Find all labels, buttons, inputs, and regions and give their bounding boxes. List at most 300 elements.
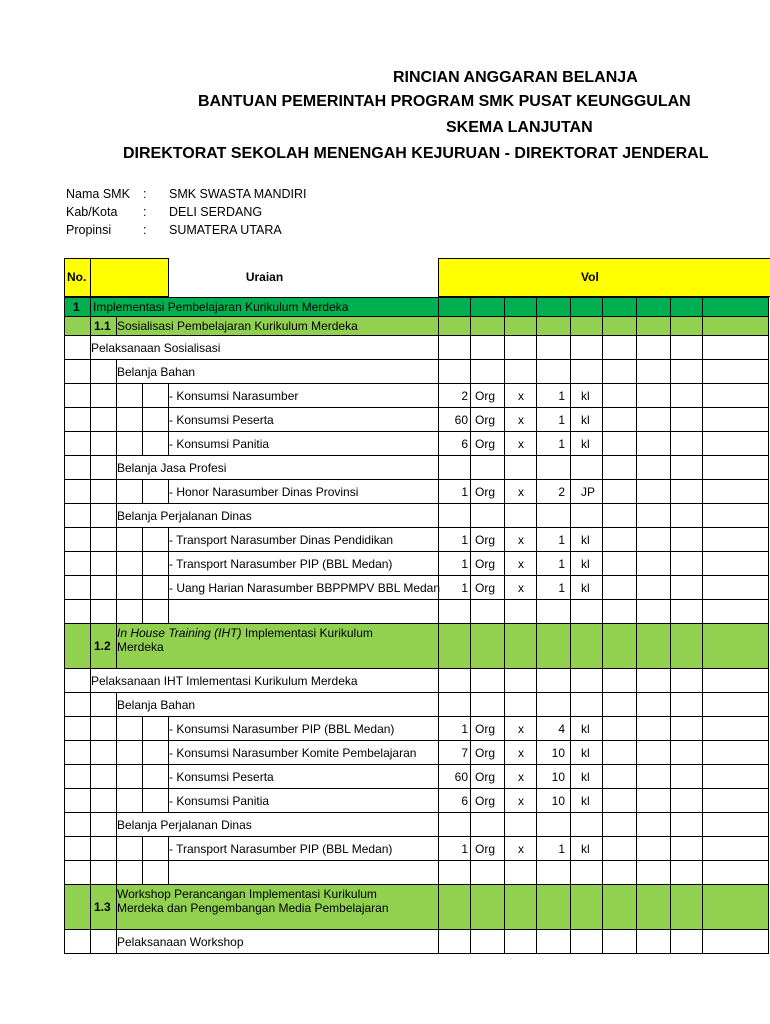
row-indent <box>90 716 117 741</box>
row-vol-cell-text: Org <box>475 842 496 856</box>
row-vol-cell <box>438 359 471 384</box>
row-vol-cell <box>438 668 471 693</box>
row-vol-cell <box>536 359 571 384</box>
row-vol-cell <box>570 503 603 528</box>
row-vol-cell <box>470 623 505 669</box>
row-vol-cell-text: 1 <box>461 722 468 736</box>
row-vol-cell <box>670 431 703 456</box>
row-vol-cell <box>470 479 505 504</box>
row-vol-cell-text: x <box>518 413 524 427</box>
header-vol <box>438 258 770 297</box>
header-no-text: No. <box>67 270 87 284</box>
row-vol-cell <box>438 407 471 432</box>
row-vol-cell <box>570 716 603 741</box>
row-vol-cell <box>602 575 637 600</box>
row-uraian-text: - Transport Narasumber PIP (BBL Medan) <box>169 557 393 571</box>
row-vol-cell <box>636 740 671 765</box>
row-vol-cell-text: x <box>518 746 524 760</box>
row-no <box>64 599 91 624</box>
row-vol-cell <box>536 716 571 741</box>
row-vol-cell <box>670 599 703 624</box>
row-vol-cell <box>504 551 537 576</box>
row-vol-cell <box>702 407 769 432</box>
row-vol-cell <box>438 599 471 624</box>
row-vol-cell <box>504 929 537 954</box>
row-uraian <box>116 359 439 384</box>
row-vol-cell <box>536 599 571 624</box>
row-uraian-text: - Konsumsi Narasumber PIP (BBL Medan) <box>169 722 395 736</box>
row-vol-cell <box>570 297 603 317</box>
row-uraian-text: Implementasi Pembelajaran Kurikulum Merdeka <box>93 300 349 314</box>
row-vol-cell <box>504 764 537 789</box>
row-vol-cell <box>438 575 471 600</box>
row-uraian-line2: Merdeka dan Pengembangan Media Pembelajaran <box>117 901 389 915</box>
row-vol-cell <box>570 551 603 576</box>
row-vol-cell <box>504 359 537 384</box>
row-vol-cell-text: kl <box>581 794 590 808</box>
row-vol-cell <box>670 383 703 408</box>
row-vol-cell <box>636 383 671 408</box>
row-vol-cell <box>602 316 637 336</box>
info-value: SMK SWASTA MANDIRI <box>169 187 307 201</box>
row-indent <box>116 527 143 552</box>
title-line-4: DIREKTORAT SEKOLAH MENENGAH KEJURUAN - DIREKTORAT JENDERAL <box>123 145 709 162</box>
row-vol-cell <box>702 692 769 717</box>
row-vol-cell <box>570 692 603 717</box>
row-vol-cell <box>570 383 603 408</box>
row-uraian-italic: In House Training (IHT) <box>117 626 242 640</box>
row-vol-cell-text: 1 <box>558 533 565 547</box>
row-vol-cell <box>702 929 769 954</box>
row-vol-cell <box>438 455 471 480</box>
row-vol-cell <box>470 716 505 741</box>
row-vol-cell <box>536 431 571 456</box>
row-vol-cell <box>536 884 571 930</box>
row-no <box>64 692 91 717</box>
row-vol-cell <box>670 788 703 813</box>
row-no <box>64 551 91 576</box>
row-vol-cell <box>470 335 505 360</box>
row-vol-cell <box>470 316 505 336</box>
row-uraian-text: Belanja Jasa Profesi <box>117 461 227 475</box>
row-no <box>64 884 91 930</box>
row-vol-cell <box>602 812 637 837</box>
row-vol-cell <box>702 297 769 317</box>
row-vol-cell-text: x <box>518 794 524 808</box>
row-uraian <box>168 716 439 741</box>
row-vol-cell <box>602 551 637 576</box>
row-indent <box>116 575 143 600</box>
row-uraian-rest: Workshop Perancangan Implementasi Kurikulum <box>117 887 377 901</box>
row-no <box>64 335 91 360</box>
row-uraian <box>116 316 439 336</box>
row-indent <box>90 860 117 885</box>
row-vol-cell <box>438 764 471 789</box>
row-indent <box>90 407 117 432</box>
row-vol-cell <box>602 383 637 408</box>
row-vol-cell <box>504 527 537 552</box>
row-uraian <box>168 788 439 813</box>
row-vol-cell-text: Org <box>475 437 496 451</box>
budget-table <box>64 258 768 978</box>
row-vol-cell <box>536 860 571 885</box>
row-uraian <box>90 668 439 693</box>
row-vol-cell <box>438 479 471 504</box>
info-sep: : <box>143 187 147 201</box>
row-vol-cell <box>470 740 505 765</box>
row-vol-cell <box>438 836 471 861</box>
row-uraian <box>116 692 439 717</box>
row-vol-cell-text: 1 <box>461 533 468 547</box>
row-vol-cell-text: 60 <box>454 770 468 784</box>
row-vol-cell <box>570 836 603 861</box>
info-value: SUMATERA UTARA <box>169 223 282 237</box>
row-vol-cell <box>602 929 637 954</box>
row-no <box>64 407 91 432</box>
row-vol-cell-text: 1 <box>558 389 565 403</box>
row-vol-cell <box>504 479 537 504</box>
row-uraian <box>116 884 439 930</box>
row-vol-cell <box>636 335 671 360</box>
row-uraian-text: - Konsumsi Narasumber <box>169 389 299 403</box>
row-vol-cell-text: 60 <box>454 413 468 427</box>
row-indent <box>116 407 143 432</box>
row-vol-cell <box>670 407 703 432</box>
row-indent <box>90 788 117 813</box>
row-uraian-text: Pelaksanaan Sosialisasi <box>91 341 221 355</box>
row-vol-cell <box>636 551 671 576</box>
row-vol-cell <box>470 359 505 384</box>
row-vol-cell <box>636 812 671 837</box>
row-vol-cell <box>570 455 603 480</box>
row-vol-cell <box>670 575 703 600</box>
row-no <box>64 929 91 954</box>
row-vol-cell <box>670 503 703 528</box>
row-uraian-text: - Transport Narasumber PIP (BBL Medan) <box>169 842 393 856</box>
row-vol-cell <box>670 884 703 930</box>
row-vol-cell <box>504 740 537 765</box>
row-vol-cell <box>438 716 471 741</box>
row-vol-cell <box>504 812 537 837</box>
row-vol-cell-text: JP <box>581 485 596 499</box>
row-indent <box>142 716 169 741</box>
row-vol-cell <box>536 623 571 669</box>
row-vol-cell-text: kl <box>581 533 590 547</box>
row-vol-cell <box>470 884 505 930</box>
row-vol-cell-text: x <box>518 581 524 595</box>
row-vol-cell-text: x <box>518 485 524 499</box>
row-uraian-text: Belanja Perjalanan Dinas <box>117 509 252 523</box>
row-uraian <box>90 335 439 360</box>
row-vol-cell <box>636 359 671 384</box>
row-vol-cell <box>470 383 505 408</box>
row-vol-cell <box>536 740 571 765</box>
row-uraian <box>168 407 439 432</box>
row-vol-cell-text: 4 <box>558 722 565 736</box>
row-vol-cell <box>702 740 769 765</box>
row-vol-cell-text: Org <box>475 794 496 808</box>
row-indent <box>116 479 143 504</box>
row-vol-cell <box>570 788 603 813</box>
row-no <box>64 527 91 552</box>
row-indent <box>142 740 169 765</box>
row-vol-cell <box>438 860 471 885</box>
row-vol-cell <box>570 740 603 765</box>
row-vol-cell-text: kl <box>581 557 590 571</box>
row-indent <box>90 764 117 789</box>
row-vol-cell <box>470 431 505 456</box>
row-vol-cell <box>536 692 571 717</box>
row-indent <box>116 551 143 576</box>
row-vol-cell-text: Org <box>475 533 496 547</box>
row-vol-cell <box>636 599 671 624</box>
row-indent <box>142 860 169 885</box>
row-no <box>64 788 91 813</box>
row-vol-cell <box>636 929 671 954</box>
row-vol-cell <box>536 668 571 693</box>
row-vol-cell-text: 1 <box>461 581 468 595</box>
row-vol-cell-text: x <box>518 557 524 571</box>
info-label: Nama SMK <box>66 187 130 201</box>
row-uraian <box>168 860 439 885</box>
row-vol-cell <box>702 575 769 600</box>
row-indent <box>116 716 143 741</box>
row-vol-cell <box>670 316 703 336</box>
row-vol-cell <box>702 455 769 480</box>
row-no <box>64 431 91 456</box>
row-vol-cell <box>470 455 505 480</box>
row-uraian-text: Pelaksanaan IHT Imlementasi Kurikulum Merdeka <box>91 674 358 688</box>
row-vol-cell <box>702 788 769 813</box>
row-vol-cell-text: 1 <box>558 557 565 571</box>
row-vol-cell-text: 1 <box>558 842 565 856</box>
row-vol-cell <box>504 623 537 669</box>
row-vol-cell <box>670 527 703 552</box>
row-vol-cell <box>670 335 703 360</box>
row-vol-cell <box>636 407 671 432</box>
row-no <box>64 455 91 480</box>
document-title-block <box>0 64 768 174</box>
row-vol-cell <box>702 836 769 861</box>
row-vol-cell <box>602 788 637 813</box>
row-uraian-text: - Konsumsi Peserta <box>169 770 274 784</box>
row-vol-cell <box>636 884 671 930</box>
row-uraian-line1 <box>117 626 373 640</box>
row-vol-cell-text: x <box>518 437 524 451</box>
row-vol-cell <box>470 692 505 717</box>
row-no <box>64 297 91 317</box>
row-vol-cell <box>670 479 703 504</box>
title-line-1: RINCIAN ANGGARAN BELANJA <box>393 69 638 86</box>
row-vol-cell <box>636 836 671 861</box>
row-no <box>64 812 91 837</box>
row-vol-cell <box>636 316 671 336</box>
row-vol-cell <box>470 407 505 432</box>
row-uraian <box>116 929 439 954</box>
row-vol-cell <box>670 551 703 576</box>
row-indent <box>142 599 169 624</box>
row-indent <box>116 764 143 789</box>
row-vol-cell-text: 6 <box>461 794 468 808</box>
row-subno-text: 1.1 <box>94 319 111 333</box>
row-indent <box>90 527 117 552</box>
row-vol-cell <box>636 527 671 552</box>
row-vol-cell <box>470 836 505 861</box>
row-vol-cell <box>602 599 637 624</box>
row-vol-cell <box>536 503 571 528</box>
row-vol-cell <box>670 929 703 954</box>
row-vol-cell <box>602 860 637 885</box>
row-uraian-text: - Konsumsi Peserta <box>169 413 274 427</box>
row-indent <box>90 929 117 954</box>
row-vol-cell <box>702 316 769 336</box>
row-vol-cell <box>636 431 671 456</box>
row-vol-cell <box>504 431 537 456</box>
row-vol-cell-text: 1 <box>558 413 565 427</box>
row-indent <box>142 764 169 789</box>
row-vol-cell <box>570 335 603 360</box>
row-vol-cell-text: 6 <box>461 437 468 451</box>
row-vol-cell <box>670 623 703 669</box>
row-vol-cell <box>504 575 537 600</box>
row-indent <box>116 836 143 861</box>
row-vol-cell <box>570 884 603 930</box>
info-sep: : <box>143 223 147 237</box>
row-vol-cell <box>636 455 671 480</box>
row-vol-cell <box>536 788 571 813</box>
row-vol-cell-text: 10 <box>551 770 565 784</box>
row-vol-cell <box>470 668 505 693</box>
row-vol-cell-text: 1 <box>558 437 565 451</box>
row-vol-cell <box>602 335 637 360</box>
row-vol-cell <box>702 335 769 360</box>
row-vol-cell <box>438 383 471 408</box>
row-vol-cell <box>636 764 671 789</box>
row-vol-cell <box>536 836 571 861</box>
row-vol-cell <box>570 668 603 693</box>
row-uraian <box>116 623 439 669</box>
row-vol-cell <box>536 812 571 837</box>
row-indent <box>90 599 117 624</box>
row-indent <box>90 575 117 600</box>
row-vol-cell-text: kl <box>581 842 590 856</box>
row-vol-cell <box>636 479 671 504</box>
row-vol-cell <box>636 716 671 741</box>
row-vol-cell <box>470 527 505 552</box>
row-vol-cell <box>570 431 603 456</box>
row-vol-cell-text: Org <box>475 770 496 784</box>
row-indent <box>142 575 169 600</box>
row-vol-cell-text: kl <box>581 389 590 403</box>
row-vol-cell <box>536 335 571 360</box>
info-value: DELI SERDANG <box>169 205 263 219</box>
row-vol-cell <box>570 527 603 552</box>
row-vol-cell-text: 1 <box>461 842 468 856</box>
row-subno-text: 1.3 <box>94 900 111 914</box>
row-uraian <box>168 764 439 789</box>
row-vol-cell <box>570 623 603 669</box>
info-label: Kab/Kota <box>66 205 118 219</box>
header-uraian <box>90 258 284 297</box>
row-vol-cell <box>570 860 603 885</box>
row-indent <box>90 836 117 861</box>
row-vol-cell <box>602 764 637 789</box>
row-vol-cell <box>636 668 671 693</box>
row-vol-cell <box>570 359 603 384</box>
row-vol-cell-text: kl <box>581 413 590 427</box>
row-vol-cell <box>504 316 537 336</box>
row-no <box>64 740 91 765</box>
row-vol-cell <box>602 668 637 693</box>
row-vol-cell <box>636 860 671 885</box>
row-vol-cell <box>602 407 637 432</box>
row-vol-cell <box>504 692 537 717</box>
row-vol-cell <box>636 297 671 317</box>
row-vol-cell-text: kl <box>581 437 590 451</box>
title-line-2: BANTUAN PEMERINTAH PROGRAM SMK PUSAT KEUNGGULAN <box>198 93 691 110</box>
row-vol-cell <box>702 884 769 930</box>
row-indent <box>90 455 117 480</box>
row-vol-cell <box>504 335 537 360</box>
row-uraian-text: - Uang Harian Narasumber BBPPMPV BBL Medan <box>169 581 441 595</box>
row-uraian-text: Pelaksanaan Workshop <box>117 935 244 949</box>
row-vol-cell <box>602 431 637 456</box>
row-vol-cell <box>438 692 471 717</box>
row-indent <box>116 740 143 765</box>
row-vol-cell-text: kl <box>581 746 590 760</box>
row-indent <box>142 527 169 552</box>
row-vol-cell-text: x <box>518 533 524 547</box>
header-vol-text: Vol <box>581 270 599 284</box>
header-uraian-text: Uraian <box>245 270 284 284</box>
row-vol-cell <box>670 668 703 693</box>
row-vol-cell <box>438 551 471 576</box>
row-indent <box>142 836 169 861</box>
row-vol-cell <box>504 455 537 480</box>
row-vol-cell <box>702 383 769 408</box>
row-vol-cell <box>504 383 537 408</box>
row-vol-cell <box>438 503 471 528</box>
row-vol-cell <box>438 812 471 837</box>
row-vol-cell <box>702 527 769 552</box>
row-vol-cell-text: x <box>518 722 524 736</box>
row-vol-cell <box>636 788 671 813</box>
row-indent <box>90 812 117 837</box>
row-vol-cell <box>536 316 571 336</box>
row-vol-cell <box>536 297 571 317</box>
row-subno <box>90 884 117 930</box>
row-vol-cell <box>636 623 671 669</box>
row-vol-cell <box>602 503 637 528</box>
row-indent <box>142 407 169 432</box>
row-vol-cell-text: Org <box>475 413 496 427</box>
row-vol-cell-text: Org <box>475 722 496 736</box>
row-vol-cell <box>702 431 769 456</box>
row-vol-cell <box>470 297 505 317</box>
row-vol-cell-text: kl <box>581 770 590 784</box>
row-vol-cell <box>602 716 637 741</box>
row-no <box>64 316 91 336</box>
row-vol-cell <box>438 740 471 765</box>
row-vol-cell <box>536 479 571 504</box>
row-vol-cell <box>670 455 703 480</box>
row-no <box>64 836 91 861</box>
row-vol-cell <box>702 812 769 837</box>
row-vol-cell <box>602 740 637 765</box>
row-uraian-text: Belanja Bahan <box>117 698 196 712</box>
row-vol-cell <box>536 764 571 789</box>
row-indent <box>142 383 169 408</box>
